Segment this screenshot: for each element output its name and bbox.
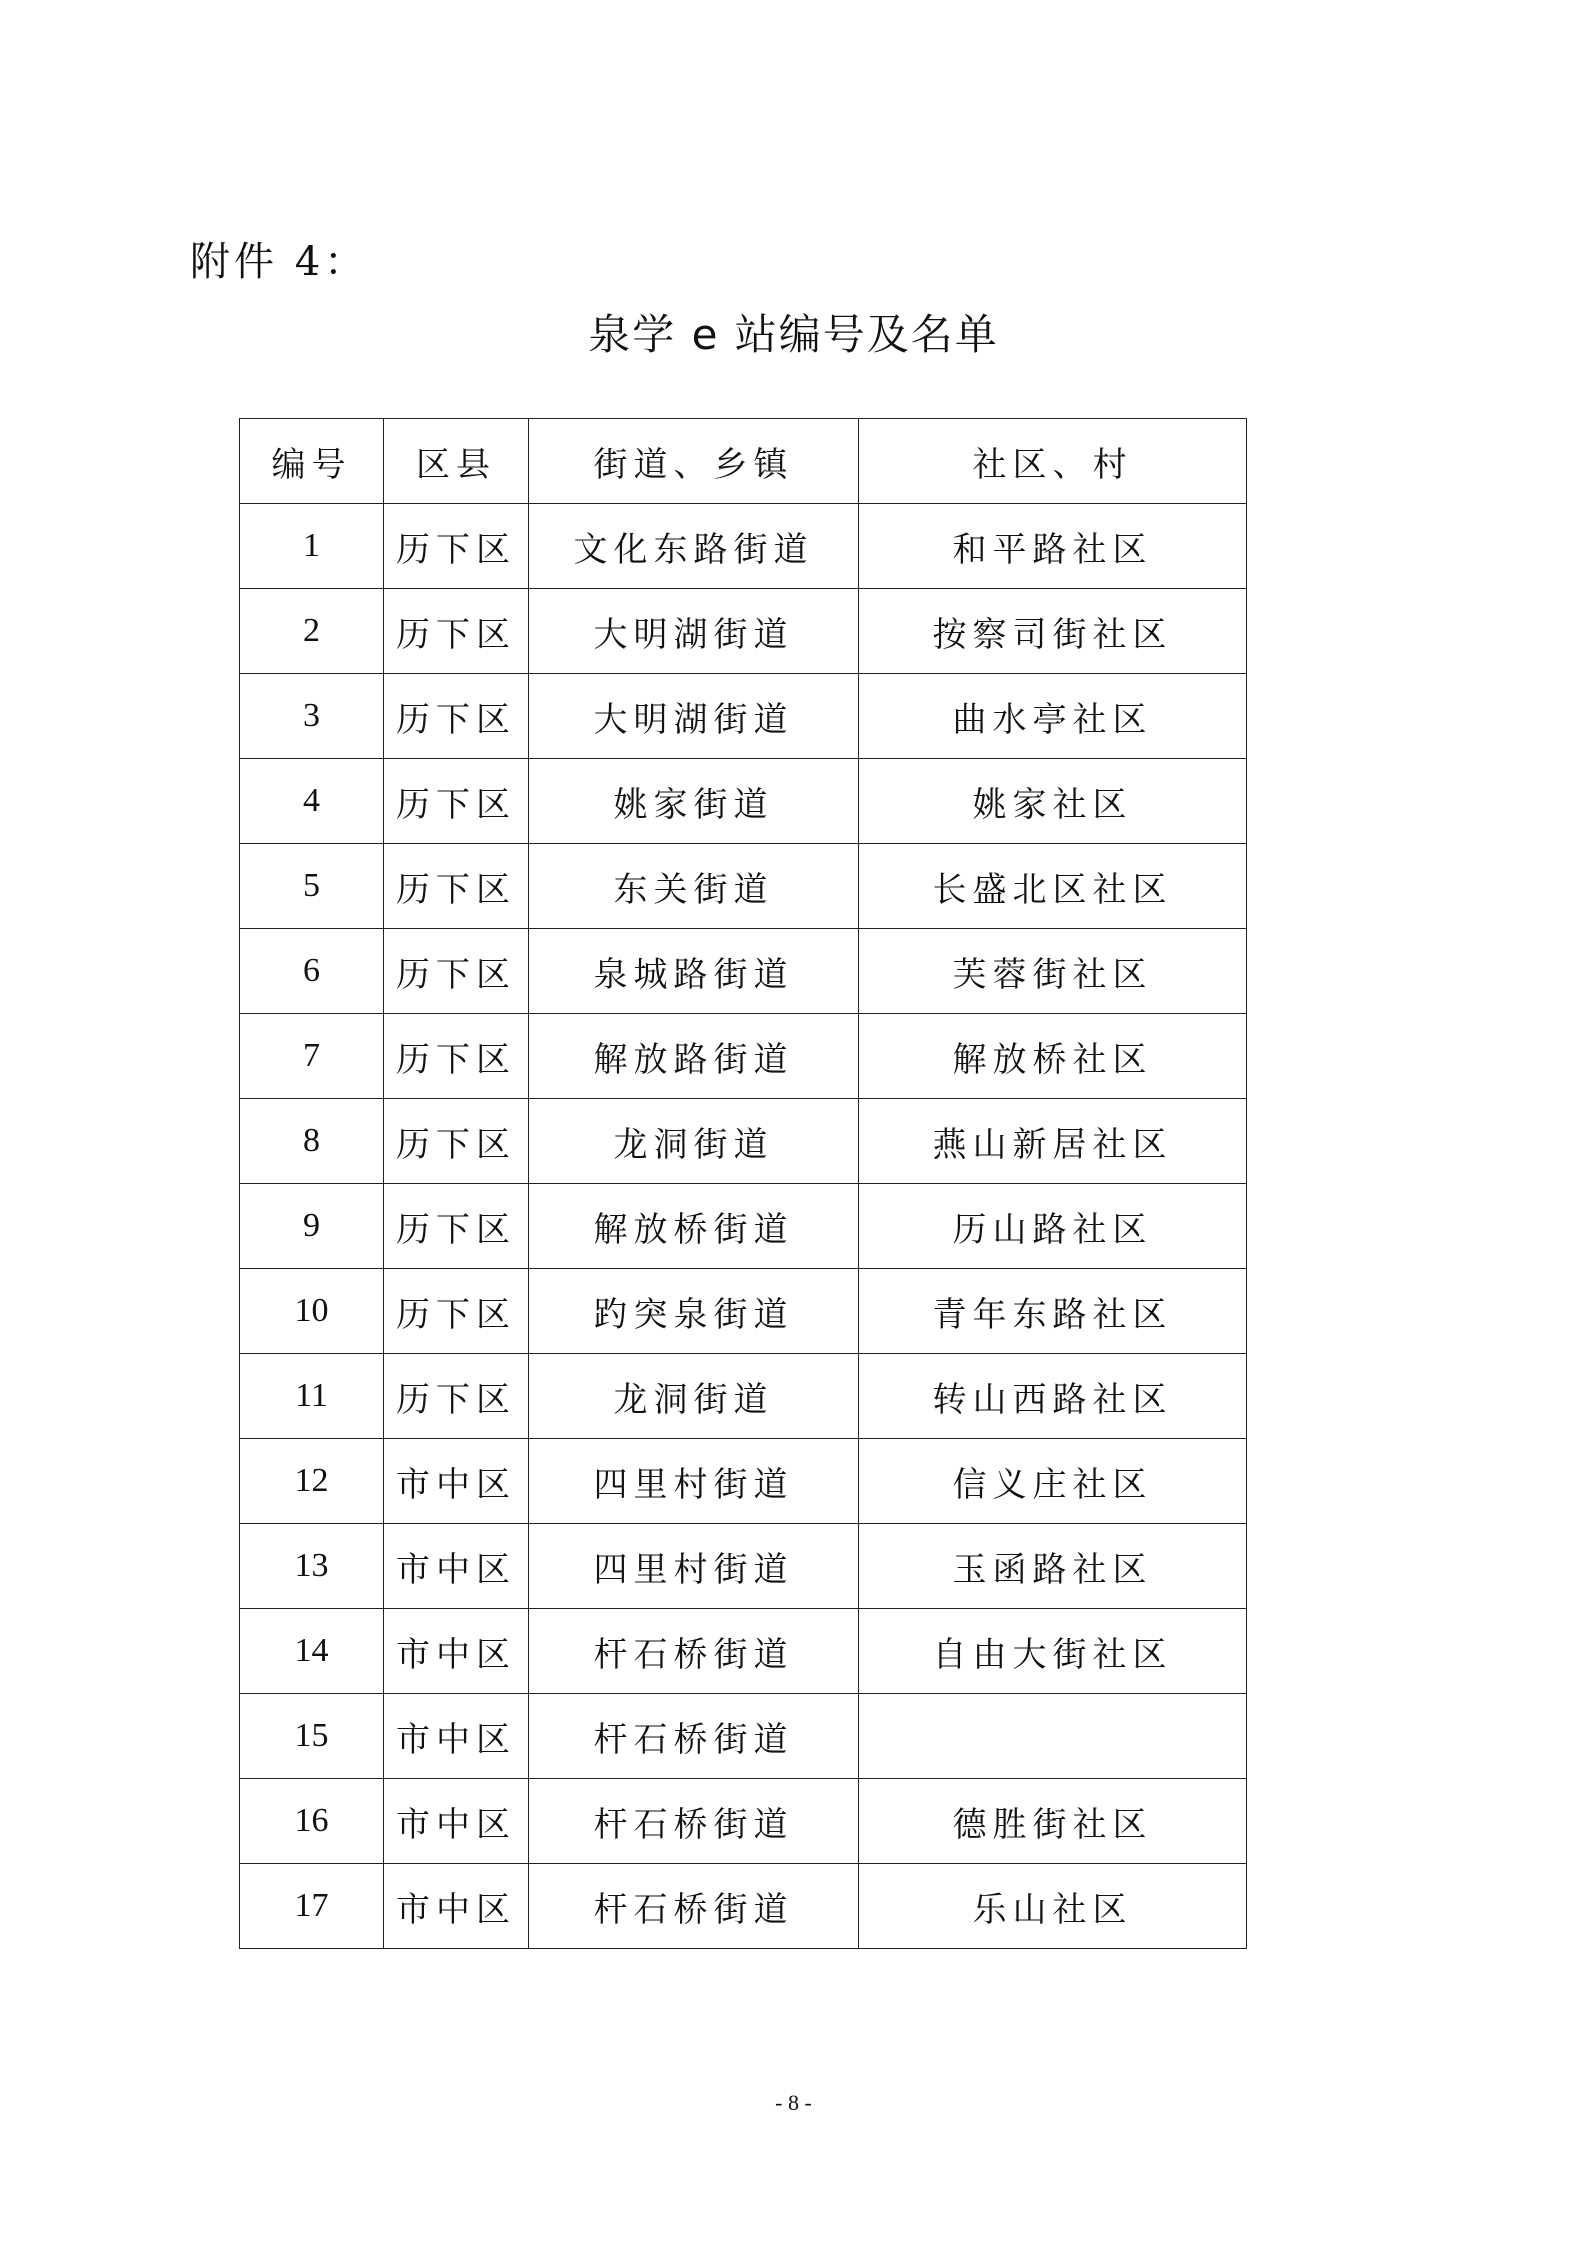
cell-number: 1 [240,504,384,589]
table-row [240,929,1247,1014]
cell-number: 11 [240,1354,384,1439]
cell-number: 3 [240,674,384,759]
cell-community-village: 德胜街社区 [859,1779,1247,1864]
cell-county: 市中区 [384,1864,529,1949]
cell-community-village [859,1694,1247,1779]
cell-number: 17 [240,1864,384,1949]
cell-community-village: 按察司街社区 [859,589,1247,674]
table-row [240,589,1247,674]
table-row [240,1014,1247,1099]
cell-street-town: 泉城路街道 [529,929,859,1014]
table-row [240,1099,1247,1184]
cell-street-town: 大明湖街道 [529,674,859,759]
cell-county: 历下区 [384,504,529,589]
table-header [240,419,1247,504]
cell-county: 历下区 [384,1184,529,1269]
cell-street-town: 杆石桥街道 [529,1864,859,1949]
cell-county: 历下区 [384,1269,529,1354]
table-row [240,1354,1247,1439]
cell-county: 市中区 [384,1524,529,1609]
cell-street-town: 趵突泉街道 [529,1269,859,1354]
cell-number: 9 [240,1184,384,1269]
cell-number: 2 [240,589,384,674]
cell-community-village: 青年东路社区 [859,1269,1247,1354]
cell-number: 5 [240,844,384,929]
cell-number: 4 [240,759,384,844]
cell-community-village: 解放桥社区 [859,1014,1247,1099]
cell-street-town: 杆石桥街道 [529,1609,859,1694]
cell-county: 历下区 [384,759,529,844]
cell-street-town: 四里村街道 [529,1439,859,1524]
table-row [240,1694,1247,1779]
table-row [240,1269,1247,1354]
table-row [240,504,1247,589]
header-number: 编号 [240,419,384,504]
cell-number: 13 [240,1524,384,1609]
cell-street-town: 杆石桥街道 [529,1694,859,1779]
cell-county: 市中区 [384,1609,529,1694]
cell-county: 历下区 [384,844,529,929]
cell-county: 市中区 [384,1779,529,1864]
table-row [240,759,1247,844]
cell-number: 7 [240,1014,384,1099]
table-body [240,504,1247,1949]
cell-number: 10 [240,1269,384,1354]
cell-street-town: 龙洞街道 [529,1354,859,1439]
cell-community-village: 曲水亭社区 [859,674,1247,759]
cell-number: 8 [240,1099,384,1184]
table-row [240,1524,1247,1609]
cell-street-town: 大明湖街道 [529,589,859,674]
cell-street-town: 杆石桥街道 [529,1779,859,1864]
cell-county: 历下区 [384,1099,529,1184]
cell-number: 14 [240,1609,384,1694]
table-header-row [240,419,1247,504]
cell-community-village: 玉函路社区 [859,1524,1247,1609]
cell-community-village: 历山路社区 [859,1184,1247,1269]
table-row [240,1779,1247,1864]
cell-street-town: 龙洞街道 [529,1099,859,1184]
cell-street-town: 文化东路街道 [529,504,859,589]
table-row [240,844,1247,929]
table-row [240,1864,1247,1949]
cell-number: 15 [240,1694,384,1779]
cell-county: 市中区 [384,1439,529,1524]
cell-county: 历下区 [384,674,529,759]
cell-county: 历下区 [384,1014,529,1099]
cell-county: 历下区 [384,589,529,674]
cell-community-village: 长盛北区社区 [859,844,1247,929]
table-row [240,1609,1247,1694]
cell-street-town: 解放桥街道 [529,1184,859,1269]
cell-street-town: 解放路街道 [529,1014,859,1099]
cell-number: 16 [240,1779,384,1864]
cell-street-town: 东关街道 [529,844,859,929]
cell-county: 历下区 [384,929,529,1014]
header-community-village: 社区、村 [859,419,1247,504]
cell-street-town: 四里村街道 [529,1524,859,1609]
cell-street-town: 姚家街道 [529,759,859,844]
cell-county: 历下区 [384,1354,529,1439]
cell-number: 12 [240,1439,384,1524]
cell-community-village: 姚家社区 [859,759,1247,844]
station-list-table [239,418,1247,1949]
table-row [240,1439,1247,1524]
header-county: 区县 [384,419,529,504]
document-title: 泉学 e 站编号及名单 [588,310,999,359]
cell-community-village: 转山西路社区 [859,1354,1247,1439]
cell-community-village: 自由大街社区 [859,1609,1247,1694]
cell-number: 6 [240,929,384,1014]
cell-county: 市中区 [384,1694,529,1779]
table-row [240,674,1247,759]
page-number: - 8 - [775,2090,812,2115]
cell-community-village: 和平路社区 [859,504,1247,589]
attachment-label: 附件 4： [190,239,369,285]
cell-community-village: 信义庄社区 [859,1439,1247,1524]
table-row [240,1184,1247,1269]
header-street-town: 街道、乡镇 [529,419,859,504]
cell-community-village: 乐山社区 [859,1864,1247,1949]
cell-community-village: 芙蓉街社区 [859,929,1247,1014]
cell-community-village: 燕山新居社区 [859,1099,1247,1184]
